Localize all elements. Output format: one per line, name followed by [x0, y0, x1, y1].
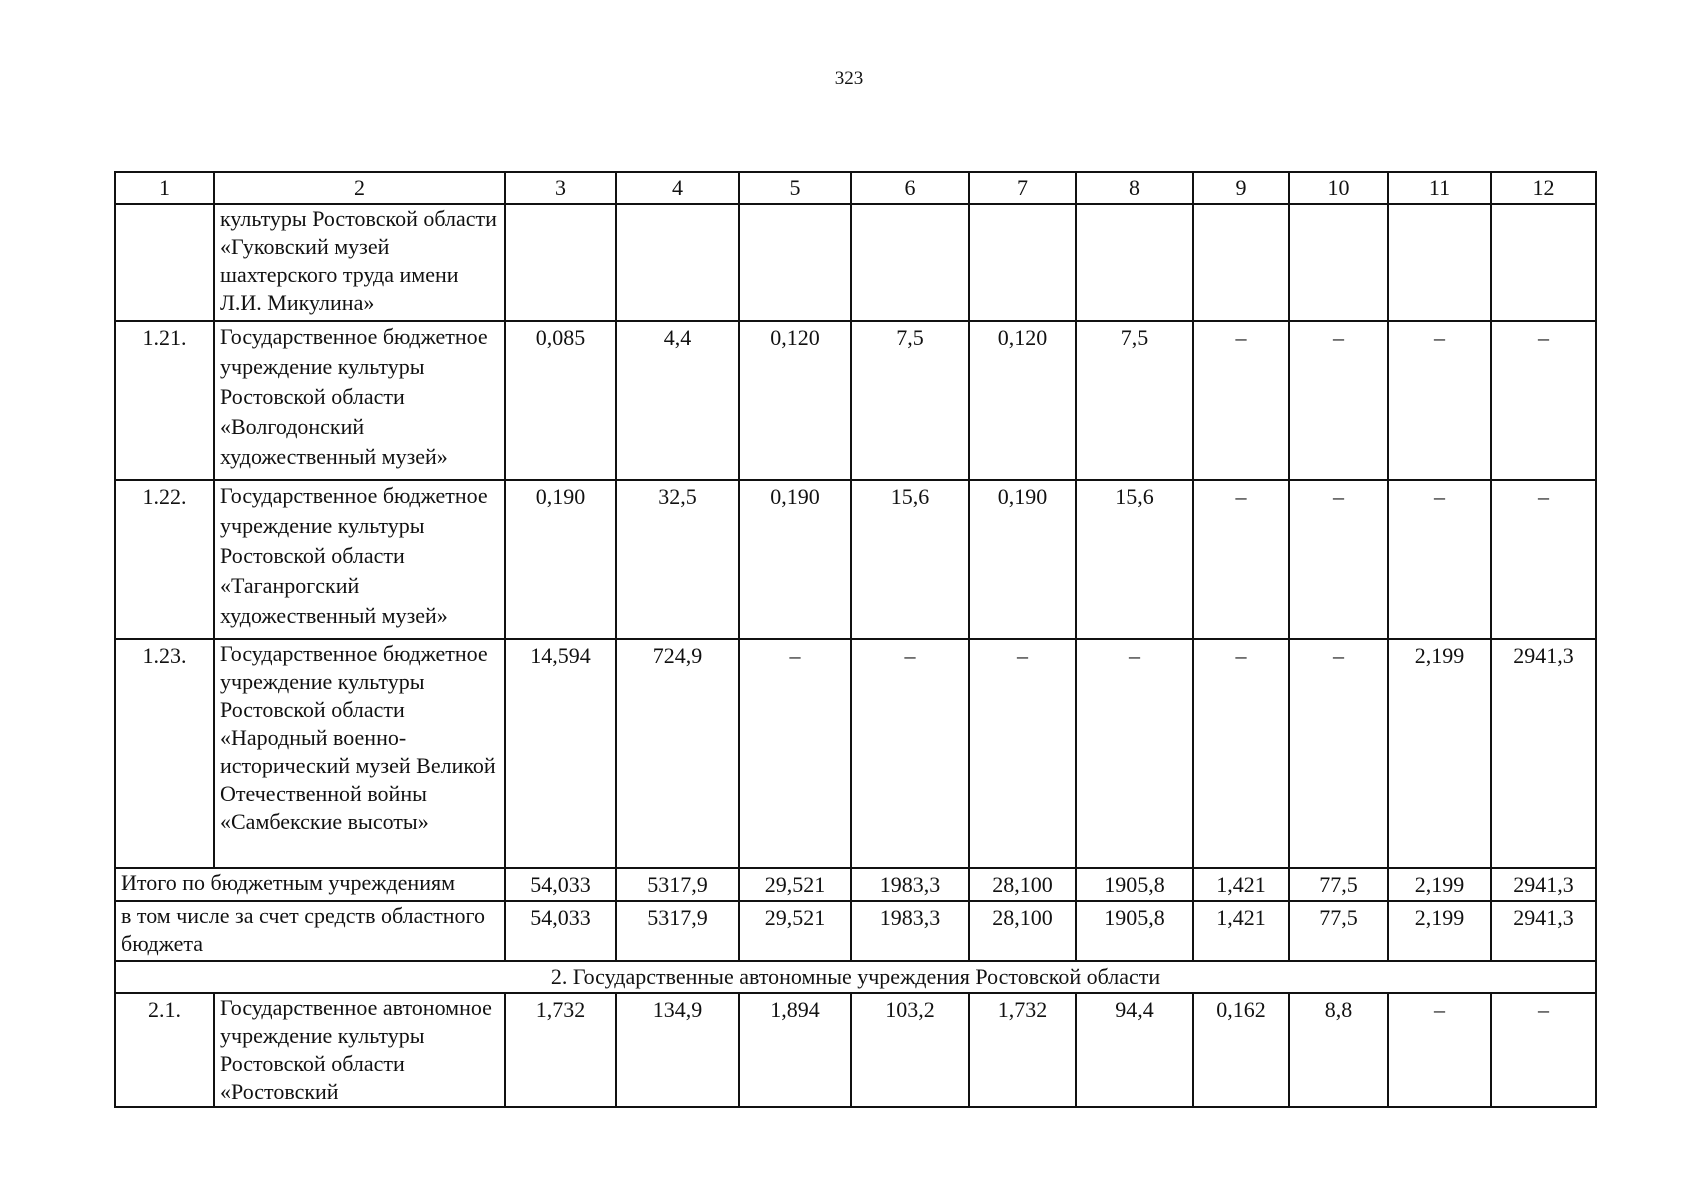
total-value: 1,421 [1193, 901, 1289, 961]
total-value: 5317,9 [616, 868, 739, 901]
cell-value: 1,732 [505, 993, 616, 1107]
table-row [115, 204, 1596, 321]
institution-name: Государственное бюджетное учреждение культуры Ростовской области «Таганрогский художественный музей» [214, 480, 505, 639]
cell-value: – [1491, 993, 1596, 1107]
total-label: Итого по бюджетным учреждениям [115, 868, 505, 901]
header-cell: 4 [616, 172, 739, 204]
cell-value: 32,5 [616, 480, 739, 639]
cell-value: 94,4 [1076, 993, 1193, 1107]
cell-value: – [1193, 480, 1289, 639]
institution-name: культуры Ростовской области «Гуковский музей шахтерского труда имени Л.И. Микулина» [214, 204, 505, 321]
cell-value [851, 204, 969, 321]
cell-value: 0,120 [739, 321, 851, 480]
cell-value: 4,4 [616, 321, 739, 480]
cell-value: 15,6 [851, 480, 969, 639]
cell-value [739, 204, 851, 321]
cell-value: 103,2 [851, 993, 969, 1107]
cell-value: 0,190 [505, 480, 616, 639]
page-number: 323 [834, 68, 864, 89]
cell-value: – [1388, 480, 1491, 639]
cell-value: 2,199 [1388, 639, 1491, 868]
total-value: 28,100 [969, 868, 1076, 901]
cell-value: 134,9 [616, 993, 739, 1107]
cell-value [1388, 204, 1491, 321]
cell-value [1289, 204, 1388, 321]
table-row [115, 993, 1596, 1107]
total-value: 1905,8 [1076, 901, 1193, 961]
total-row [115, 901, 1596, 961]
header-cell: 9 [1193, 172, 1289, 204]
cell-value: – [1076, 639, 1193, 868]
institution-name: Государственное бюджетное учреждение культуры Ростовской области «Народный военно-исторический музей Великой Отечественной войны «Самбекские высоты» [214, 639, 505, 868]
total-value: 2,199 [1388, 901, 1491, 961]
row-number: 1.21. [115, 321, 214, 480]
cell-value: 15,6 [1076, 480, 1193, 639]
header-cell: 5 [739, 172, 851, 204]
header-cell: 7 [969, 172, 1076, 204]
cell-value: – [851, 639, 969, 868]
cell-value: – [969, 639, 1076, 868]
total-value: 54,033 [505, 901, 616, 961]
total-value: 77,5 [1289, 868, 1388, 901]
total-value: 54,033 [505, 868, 616, 901]
institution-name: Государственное автономное учреждение культуры Ростовской области «Ростовский [214, 993, 505, 1107]
total-value: 2941,3 [1491, 868, 1596, 901]
header-cell: 11 [1388, 172, 1491, 204]
cell-value: 0,190 [969, 480, 1076, 639]
cell-value [969, 204, 1076, 321]
cell-value: – [1193, 321, 1289, 480]
row-number: 1.22. [115, 480, 214, 639]
total-value: 5317,9 [616, 901, 739, 961]
row-number [115, 204, 214, 321]
total-value: 29,521 [739, 868, 851, 901]
cell-value: – [739, 639, 851, 868]
cell-value: 0,190 [739, 480, 851, 639]
cell-value: – [1491, 321, 1596, 480]
header-cell: 6 [851, 172, 969, 204]
total-label: в том числе за счет средств областного бюджета [115, 901, 505, 961]
cell-value: 0,162 [1193, 993, 1289, 1107]
total-row [115, 868, 1596, 901]
total-value: 28,100 [969, 901, 1076, 961]
cell-value: 724,9 [616, 639, 739, 868]
cell-value [1491, 204, 1596, 321]
cell-value: – [1193, 639, 1289, 868]
institution-name: Государственное бюджетное учреждение культуры Ростовской области «Волгодонский художественный музей» [214, 321, 505, 480]
header-cell: 3 [505, 172, 616, 204]
row-number: 2.1. [115, 993, 214, 1107]
cell-value: – [1289, 480, 1388, 639]
header-cell: 2 [214, 172, 505, 204]
total-value: 1905,8 [1076, 868, 1193, 901]
total-value: 1,421 [1193, 868, 1289, 901]
cell-value: – [1388, 321, 1491, 480]
cell-value: 7,5 [1076, 321, 1193, 480]
cell-value: 1,894 [739, 993, 851, 1107]
total-value: 29,521 [739, 901, 851, 961]
table-row [115, 321, 1596, 480]
header-cell: 12 [1491, 172, 1596, 204]
cell-value: – [1388, 993, 1491, 1107]
section-row [115, 961, 1596, 993]
header-cell: 1 [115, 172, 214, 204]
row-number: 1.23. [115, 639, 214, 868]
table-row [115, 480, 1596, 639]
cell-value: 2941,3 [1491, 639, 1596, 868]
table-row [115, 639, 1596, 868]
cell-value: 0,120 [969, 321, 1076, 480]
cell-value: 0,085 [505, 321, 616, 480]
header-row [115, 172, 1596, 204]
cell-value [1193, 204, 1289, 321]
section-title: 2. Государственные автономные учреждения Ростовской области [115, 961, 1596, 993]
cell-value: – [1491, 480, 1596, 639]
cell-value: 8,8 [1289, 993, 1388, 1107]
header-cell: 10 [1289, 172, 1388, 204]
cell-value [616, 204, 739, 321]
total-value: 1983,3 [851, 901, 969, 961]
header-cell: 8 [1076, 172, 1193, 204]
cell-value: 1,732 [969, 993, 1076, 1107]
total-value: 1983,3 [851, 868, 969, 901]
cell-value: – [1289, 321, 1388, 480]
total-value: 2,199 [1388, 868, 1491, 901]
total-value: 77,5 [1289, 901, 1388, 961]
cell-value [505, 204, 616, 321]
cell-value: 14,594 [505, 639, 616, 868]
total-value: 2941,3 [1491, 901, 1596, 961]
cell-value: 7,5 [851, 321, 969, 480]
cell-value: – [1289, 639, 1388, 868]
data-table [114, 171, 1597, 1108]
cell-value [1076, 204, 1193, 321]
